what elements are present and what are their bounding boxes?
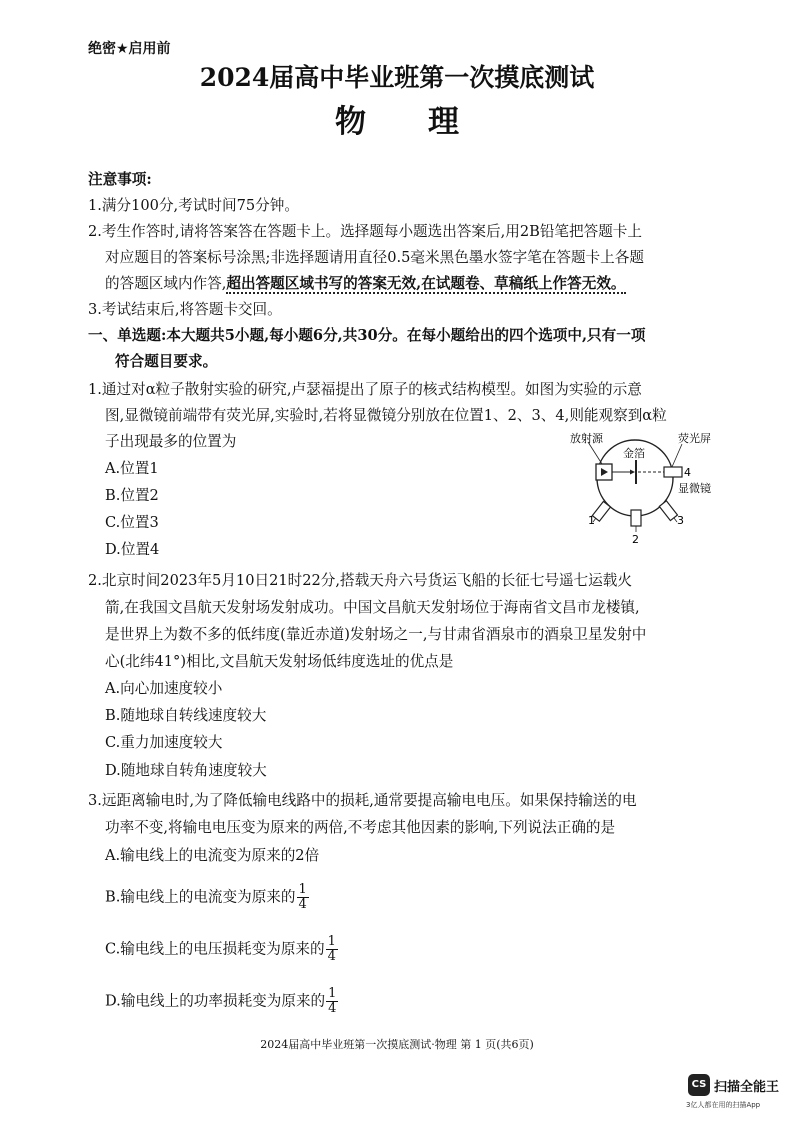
section-1-heading: 一、单选题:本大题共5小题,每小题6分,共30分。在每小题给出的四个选项中,只有一项: [88, 327, 646, 344]
q1-option-a: A.位置1: [105, 460, 159, 477]
microscope-position-4: [664, 467, 682, 477]
q1-line-2: 图,显微镜前端带有荧光屏,实验时,若将显微镜分别放在位置1、2、3、4,则能观察到α粒: [105, 407, 667, 424]
q2-option-b: B.随地球自转线速度较大: [105, 707, 267, 724]
label-screen: 荧光屏: [678, 432, 711, 445]
q2-option-c: C.重力加速度较大: [105, 734, 223, 751]
fraction-numerator: 1: [328, 986, 337, 1001]
notes-heading: 注意事项:: [88, 171, 152, 188]
fraction-numerator: 1: [327, 934, 336, 949]
fraction-numerator: 1: [298, 882, 307, 897]
page-footer: 2024届高中毕业班第一次摸底测试·物理 第 1 页(共6页): [260, 1038, 534, 1051]
camscanner-name: 扫描全能王: [714, 1080, 780, 1095]
q1-line-3: 子出现最多的位置为: [105, 433, 237, 450]
note-2-line-2: 对应题目的答案标号涂黑;非选择题请用直径0.5毫米黑色墨水签字笔在答题卡上各题: [105, 249, 644, 266]
fraction-denominator: 4: [327, 949, 336, 964]
q3-option-d-fraction: [326, 987, 338, 1016]
leader-screen: [672, 444, 682, 467]
beam-arrow: [630, 470, 635, 475]
q3-line-1: 3.远距离输电时,为了降低输电线路中的损耗,通常要提高输电电压。如果保持输送的电: [88, 792, 637, 809]
label-source: 放射源: [570, 432, 603, 445]
label-position-1: 1: [588, 514, 595, 527]
q3-option-b-text: B.输电线上的电流变为原来的: [105, 888, 296, 906]
camscanner-logo: CS: [688, 1074, 710, 1096]
note-2-line-3-start: 的答题区域内作答,: [105, 275, 227, 292]
subject-title: 物理: [335, 104, 521, 140]
label-position-4: 4: [684, 466, 691, 479]
note-2-emphasis: 超出答题区域书写的答案无效,在试题卷、草稿纸上作答无效。: [226, 275, 626, 292]
q3-option-c: [105, 935, 338, 964]
q2-option-a: A.向心加速度较小: [105, 680, 223, 697]
note-2-line-1: 2.考生作答时,请将答案答在答题卡上。选择题每小题选出答案后,用2B铅笔把答题卡上: [88, 223, 642, 240]
q1-line-1: 1.通过对α粒子散射实验的研究,卢瑟福提出了原子的核式结构模型。如图为实验的示意: [88, 381, 642, 398]
exam-title: 2024届高中毕业班第一次摸底测试: [199, 63, 595, 92]
microscope-position-1: [592, 501, 610, 521]
fraction-denominator: 4: [328, 1001, 337, 1016]
q2-line-4: 心(北纬41°)相比,文昌航天发射场低纬度选址的优点是: [105, 653, 454, 670]
label-position-3: 3: [677, 514, 684, 527]
confidential-label: 绝密★启用前: [88, 41, 171, 57]
q3-option-b-fraction: [297, 883, 309, 912]
q3-option-c-text: C.输电线上的电压损耗变为原来的: [105, 940, 325, 958]
q3-option-a: A.输电线上的电流变为原来的2倍: [105, 847, 320, 864]
leader-source: [588, 442, 602, 464]
q2-line-2: 箭,在我国文昌航天发射场发射成功。中国文昌航天发射场位于海南省文昌市龙楼镇,: [105, 599, 640, 616]
note-3: 3.考试结束后,将答题卡交回。: [88, 301, 282, 318]
microscope-position-3: [659, 501, 677, 521]
note-1: 1.满分100分,考试时间75分钟。: [88, 197, 299, 214]
q2-option-d: D.随地球自转角速度较大: [105, 762, 267, 779]
q2-line-1: 2.北京时间2023年5月10日21时22分,搭载天舟六号货运飞船的长征七号遥七运载火: [88, 572, 632, 589]
alpha-scattering-diagram: [560, 430, 720, 550]
q1-option-d: D.位置4: [105, 541, 160, 558]
q3-line-2: 功率不变,将输电电压变为原来的两倍,不考虑其他因素的影响,下列说法正确的是: [105, 819, 616, 836]
microscope-position-2: [631, 510, 641, 526]
q3-option-d-text: D.输电线上的功率损耗变为原来的: [105, 992, 326, 1010]
fraction-denominator: 4: [298, 897, 307, 912]
section-1-heading-cont: 符合题目要求。: [115, 353, 218, 370]
q1-option-c: C.位置3: [105, 514, 159, 531]
note-2-line-3: [105, 275, 626, 293]
q2-line-3: 是世界上为数不多的低纬度(靠近赤道)发射场之一,与甘肃省酒泉市的酒泉卫星发射中: [105, 626, 647, 643]
q3-option-b: [105, 883, 309, 912]
label-position-2: 2: [632, 533, 639, 546]
camscanner-tagline: 3亿人都在用的扫描App: [686, 1101, 761, 1109]
label-foil: 金箔: [623, 447, 645, 460]
q3-option-d: [105, 987, 338, 1016]
q3-option-c-fraction: [326, 935, 338, 964]
q1-option-b: B.位置2: [105, 487, 159, 504]
label-microscope: 显微镜: [678, 482, 711, 495]
